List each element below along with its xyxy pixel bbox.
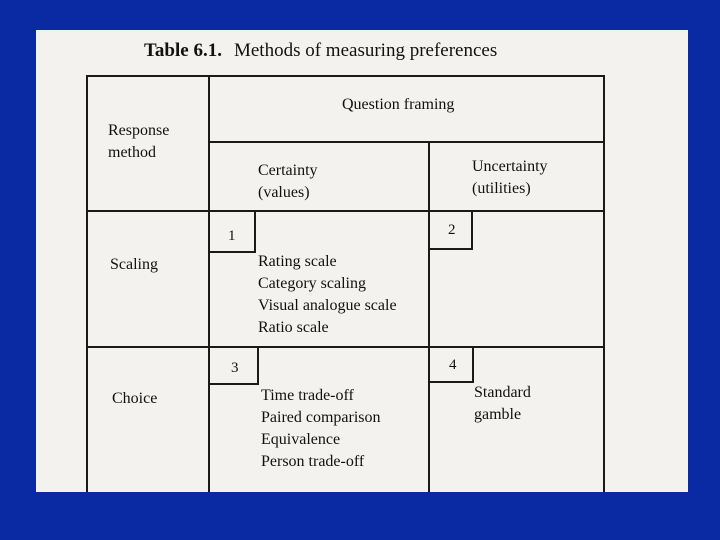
cell-number-1: 1 — [228, 228, 236, 244]
divider-scaling-row — [86, 346, 605, 348]
cell-number-2: 2 — [448, 222, 456, 238]
list-item: Time trade-off — [261, 387, 354, 404]
list-item: Ratio scale — [258, 319, 329, 336]
list-item: Category scaling — [258, 275, 366, 292]
table-number: Table 6.1. — [144, 40, 222, 61]
row-label-choice: Choice — [112, 390, 158, 407]
list-item: Rating scale — [258, 253, 337, 270]
list-item: Standard — [474, 384, 531, 401]
cell1-list — [258, 251, 397, 339]
list-item: Equivalence — [261, 431, 341, 448]
table-title: Methods of measuring preferences — [233, 40, 498, 61]
uncertainty-header: Uncertainty (utilities) — [472, 158, 548, 197]
box1-bottom — [210, 251, 256, 253]
border-right — [603, 75, 605, 492]
table-page — [36, 30, 688, 492]
box4-right — [472, 348, 474, 382]
box1-right — [254, 212, 256, 252]
list-item: gamble — [474, 406, 522, 423]
border-top — [86, 75, 605, 77]
response-method-header: Response method — [108, 122, 170, 161]
divider-header-row — [86, 210, 605, 212]
list-item: Person trade-off — [261, 453, 365, 470]
cell-number-3: 3 — [231, 360, 239, 376]
divider-certainty-column — [428, 141, 430, 492]
cell4-list — [474, 382, 531, 426]
certainty-header: Certainty (values) — [258, 162, 318, 201]
border-left — [86, 75, 88, 492]
box3-right — [257, 348, 259, 384]
cell-number-4: 4 — [449, 357, 457, 373]
table-caption — [144, 40, 497, 62]
box2-bottom — [430, 248, 473, 250]
row-label-scaling: Scaling — [110, 256, 158, 273]
cell3-list — [261, 385, 381, 473]
divider-response-column — [208, 75, 210, 492]
box2-right — [471, 212, 473, 249]
list-item: Visual analogue scale — [258, 297, 397, 314]
list-item: Paired comparison — [261, 409, 381, 426]
question-framing-header: Question framing — [342, 96, 455, 113]
box3-bottom — [210, 383, 259, 385]
divider-framing-row — [208, 141, 605, 143]
box4-bottom — [430, 381, 474, 383]
